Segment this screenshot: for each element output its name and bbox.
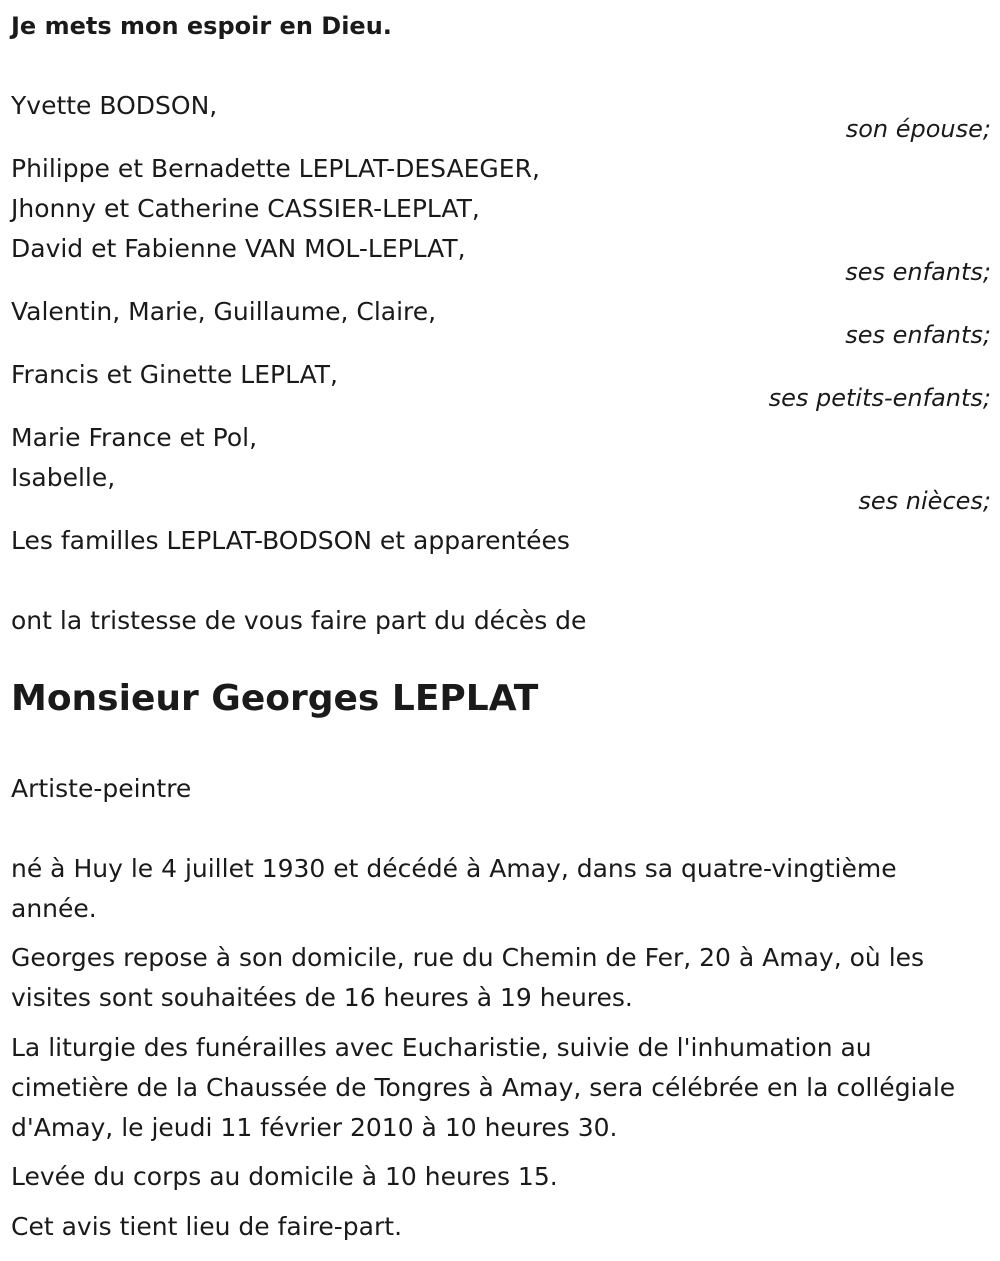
deceased-name: Monsieur Georges LEPLAT: [11, 678, 539, 719]
family-name-line: Francis et Ginette LEPLAT,: [11, 360, 338, 389]
motto: Je mets mon espoir en Dieu.: [11, 12, 392, 40]
relation-label: ses enfants;: [845, 258, 991, 286]
family-name-line: Marie France et Pol,: [11, 423, 258, 452]
family-name-line: David et Fabienne VAN MOL-LEPLAT,: [11, 234, 466, 263]
family-name-line: Jhonny et Catherine CASSIER-LEPLAT,: [11, 194, 480, 223]
visitation-paragraph: Georges repose à son domicile, rue du Chemin de Fer, 20 à Amay, où les visites sont souhaitées de 16 heures à 19 heures.: [11, 943, 925, 1012]
family-name-line: Philippe et Bernadette LEPLAT-DESAEGER,: [11, 154, 540, 183]
relation-label: son épouse;: [845, 115, 991, 143]
relation-label: ses nièces;: [858, 487, 991, 515]
relation-label: ses petits-enfants;: [768, 384, 991, 412]
funeral-paragraph: La liturgie des funérailles avec Eucharistie, suivie de l'inhumation au cimetière de la Chaussée de Tongres à Amay, sera célébrée en la collégiale d'Amay, le jeudi 11 février 2010 à 10 heures 30.: [11, 1033, 956, 1142]
family-name-line: Yvette BODSON,: [11, 91, 218, 120]
closing-paragraph: Cet avis tient lieu de faire-part.: [11, 1212, 403, 1241]
announcement: ont la tristesse de vous faire part du décès de: [11, 606, 587, 635]
family-name-line: Valentin, Marie, Guillaume, Claire,: [11, 297, 437, 326]
relation-label: ses enfants;: [845, 321, 991, 349]
family-name-line: Isabelle,: [11, 463, 116, 492]
birth-death-paragraph: né à Huy le 4 juillet 1930 et décédé à Amay, dans sa quatre-vingtième année.: [11, 854, 897, 923]
levee-paragraph: Levée du corps au domicile à 10 heures 15.: [11, 1162, 558, 1191]
occupation: Artiste-peintre: [11, 774, 192, 803]
families-line: Les familles LEPLAT-BODSON et apparentées: [11, 526, 570, 555]
